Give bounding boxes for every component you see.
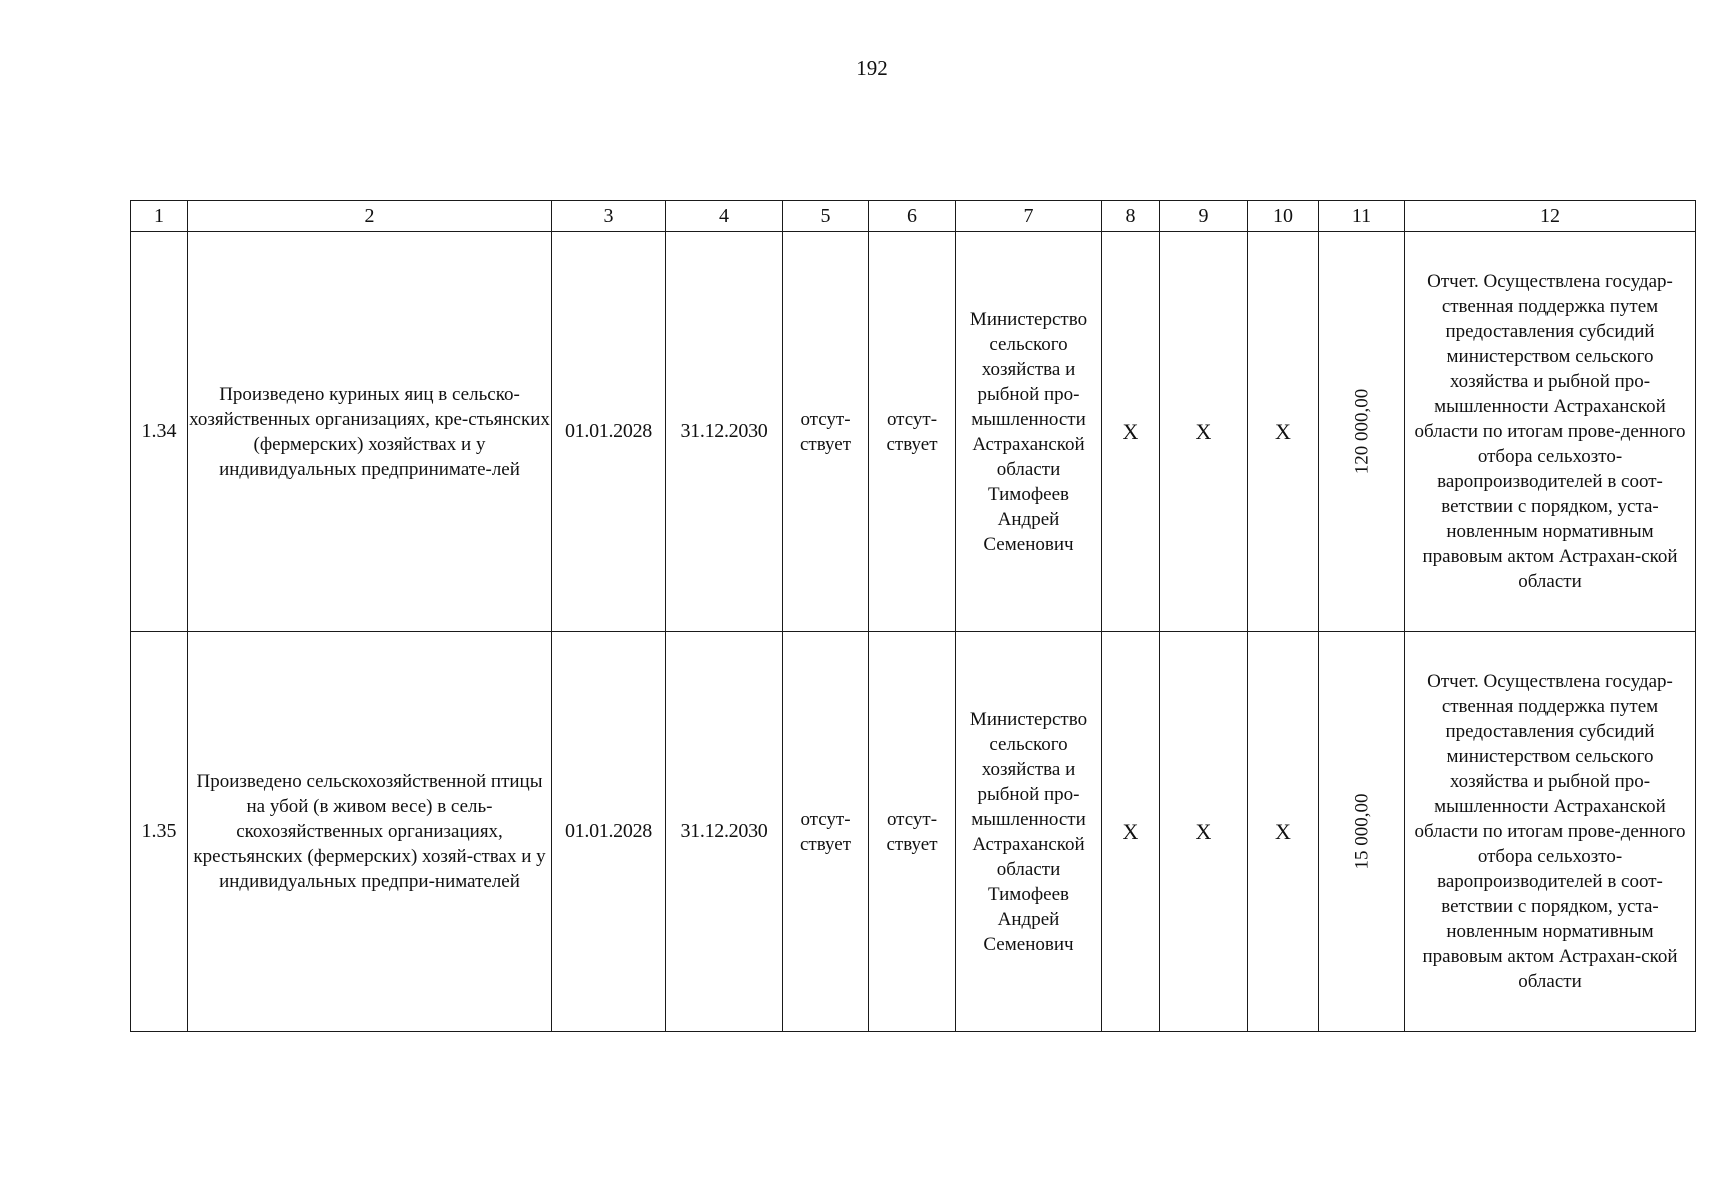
table-row [131,232,1696,632]
col9-value: X [1160,632,1248,1032]
header-col-3: 3 [552,201,666,232]
responsible-executor: Министерство сельского хозяйства и рыбной про-мышленности Астраханской области Тимофеев Андрей Семенович [956,632,1102,1032]
start-date: 01.01.2028 [552,232,666,632]
col6-value: отсут-ствует [869,232,956,632]
responsible-executor: Министерство сельского хозяйства и рыбной про-мышленности Астраханской области Тимофеев Андрей Семенович [956,232,1102,632]
col10-value: X [1248,632,1319,1032]
start-date: 01.01.2028 [552,632,666,1032]
col6-value: отсут-ствует [869,632,956,1032]
col8-value: X [1102,632,1160,1032]
header-col-7: 7 [956,201,1102,232]
table-row [131,632,1696,1032]
col9-value: X [1160,232,1248,632]
end-date: 31.12.2030 [666,232,783,632]
col10-value: X [1248,232,1319,632]
data-table [130,200,1696,1032]
header-row [131,201,1696,232]
header-col-6: 6 [869,201,956,232]
result-description: Отчет. Осуществлена государ-ственная поддержка путем предоставления субсидий министерством сельского хозяйства и рыбной про-мышленности Астраханской области по итогам прове-денного отбора сельхозто-варопроизводителей в соот-ветствии с порядком, уста-новленным нормативным правовым актом Астрахан-ской области [1405,632,1696,1032]
col5-value: отсут-ствует [783,632,869,1032]
row-number: 1.35 [131,632,188,1032]
col8-value: X [1102,232,1160,632]
header-col-1: 1 [131,201,188,232]
amount-cell [1319,632,1405,1032]
page-number: 192 [856,56,888,80]
header-col-10: 10 [1248,201,1319,232]
amount-value: 120 000,00 [1351,388,1373,475]
indicator-name: Произведено сельскохозяйственной птицы на убой (в живом весе) в сель-скохозяйственных организациях, крестьянских (фермерских) хозяй-ствах и у индивидуальных предпри-нимателей [188,632,552,1032]
header-col-12: 12 [1405,201,1696,232]
amount-value: 15 000,00 [1351,793,1372,870]
amount-cell [1319,232,1405,632]
header-col-9: 9 [1160,201,1248,232]
header-col-2: 2 [188,201,552,232]
result-description: Отчет. Осуществлена государ-ственная поддержка путем предоставления субсидий министерством сельского хозяйства и рыбной про-мышленности Астраханской области по итогам прове-денного отбора сельхозто-варопроизводителей в соот-ветствии с порядком, уста-новленным нормативным правовым актом Астрахан-ской области [1405,232,1696,632]
header-col-5: 5 [783,201,869,232]
col5-value: отсут-ствует [783,232,869,632]
header-col-11: 11 [1319,201,1405,232]
end-date: 31.12.2030 [666,632,783,1032]
indicator-name: Произведено куриных яиц в сельско-хозяйственных организациях, кре-стьянских (фермерских) хозяйствах и у индивидуальных предпринимате-лей [188,232,552,632]
row-number: 1.34 [131,232,188,632]
header-col-4: 4 [666,201,783,232]
header-col-8: 8 [1102,201,1160,232]
